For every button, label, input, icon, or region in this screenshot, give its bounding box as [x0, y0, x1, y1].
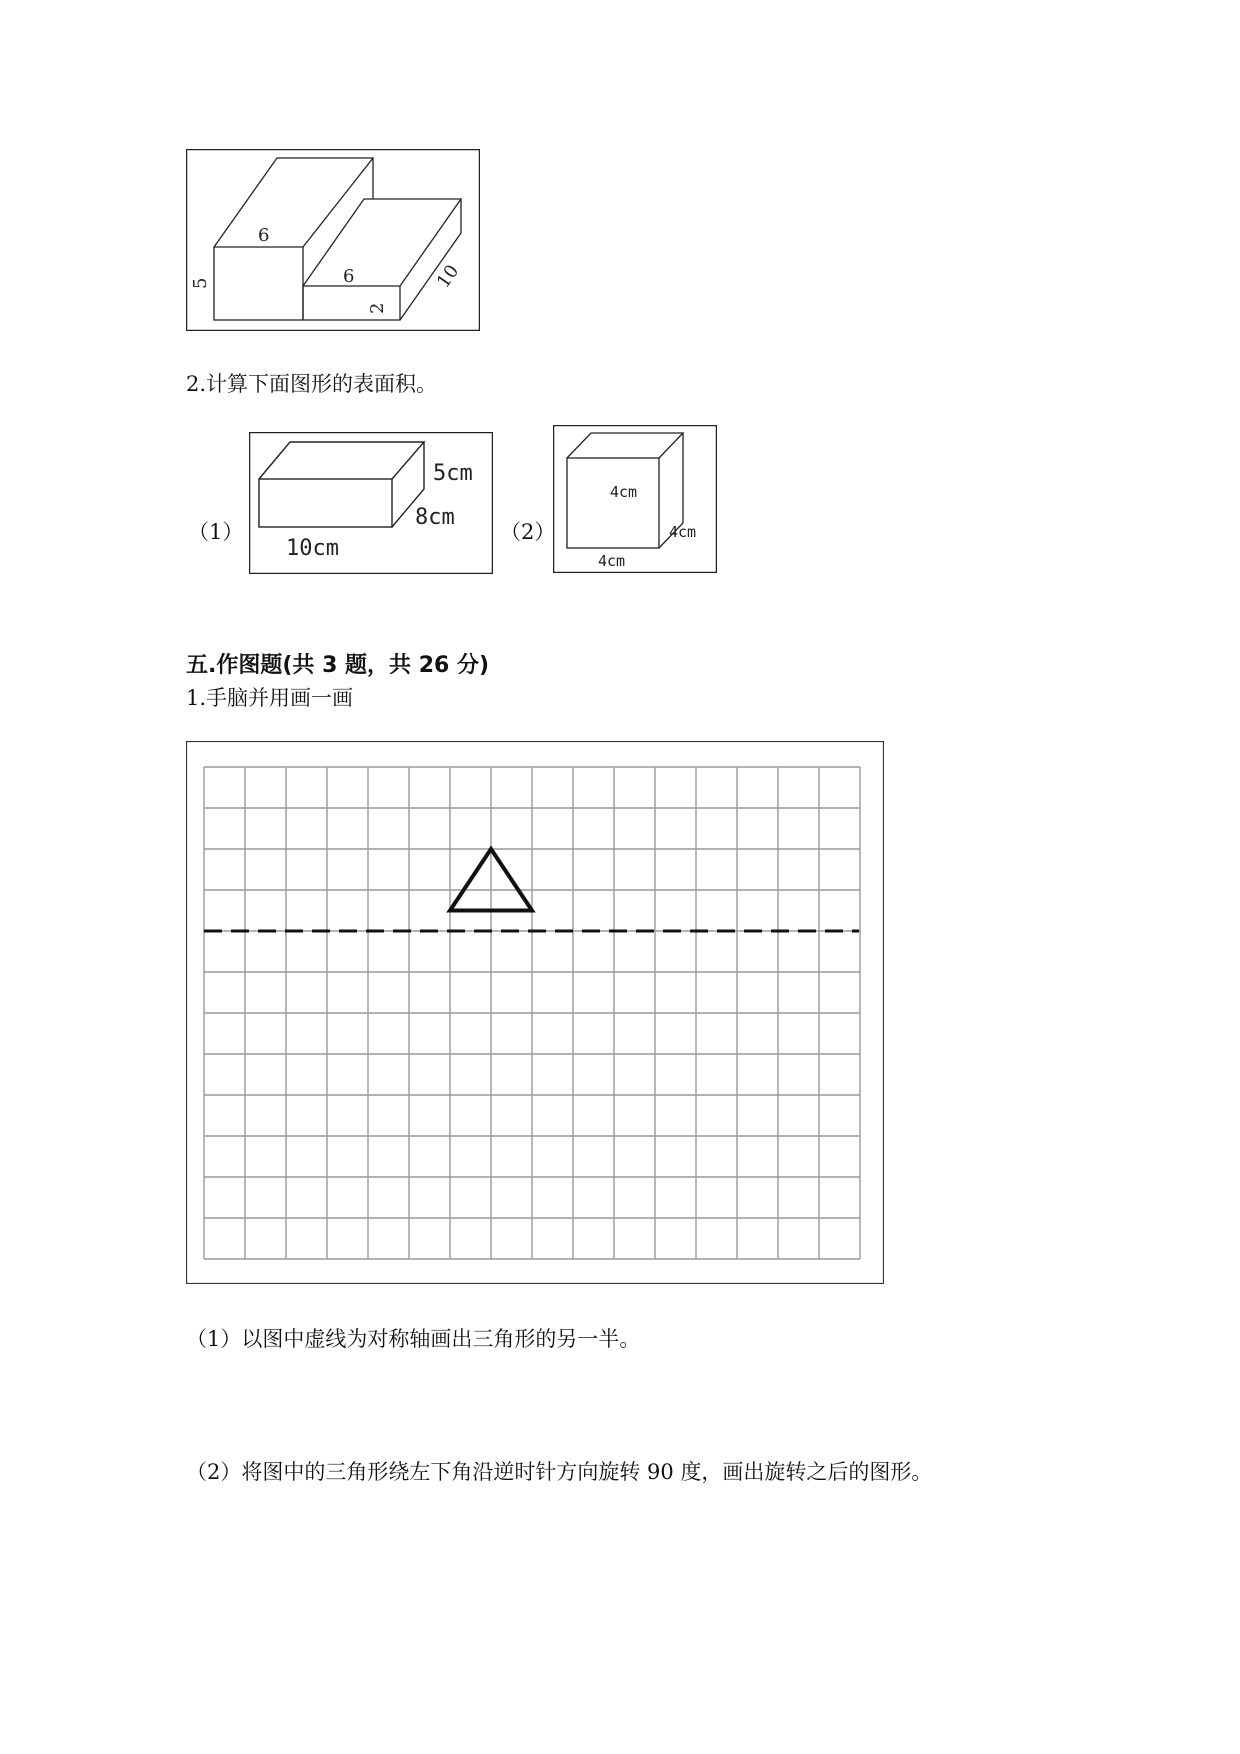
cuboid-length-label: 10cm	[286, 536, 339, 561]
label-left-height: 5	[190, 277, 211, 289]
cube-side-label: 4cm	[669, 523, 697, 541]
cuboid-height-label: 5cm	[433, 461, 473, 486]
cube-figure	[553, 425, 717, 573]
label-top-width: 6	[258, 225, 270, 246]
label-lower-height: 2	[367, 302, 388, 314]
label-depth: 10	[432, 261, 464, 292]
question-5-1-title: 1.手脑并用画一画	[186, 686, 354, 710]
cuboid-index: （1）	[188, 520, 244, 544]
section-5-heading: 五.作图题(共 3 题，共 26 分)	[186, 653, 490, 678]
cube-bottom-label: 4cm	[598, 552, 626, 570]
cube-index: （2）	[500, 520, 556, 544]
cube-front-label: 4cm	[610, 483, 638, 501]
task-2-instruction: （2）将图中的三角形绕左下角沿逆时针方向旋转 90 度，画出旋转之后的图形。	[186, 1460, 933, 1484]
task-1-instruction: （1）以图中虚线为对称轴画出三角形的另一半。	[186, 1327, 641, 1351]
drawing-grid	[186, 741, 884, 1284]
cuboid-figure	[249, 432, 493, 574]
cuboid-depth-label: 8cm	[415, 505, 455, 530]
label-lower-width: 6	[343, 266, 355, 287]
question-2-title: 2.计算下面图形的表面积。	[186, 372, 438, 396]
stairs-figure	[186, 149, 480, 331]
